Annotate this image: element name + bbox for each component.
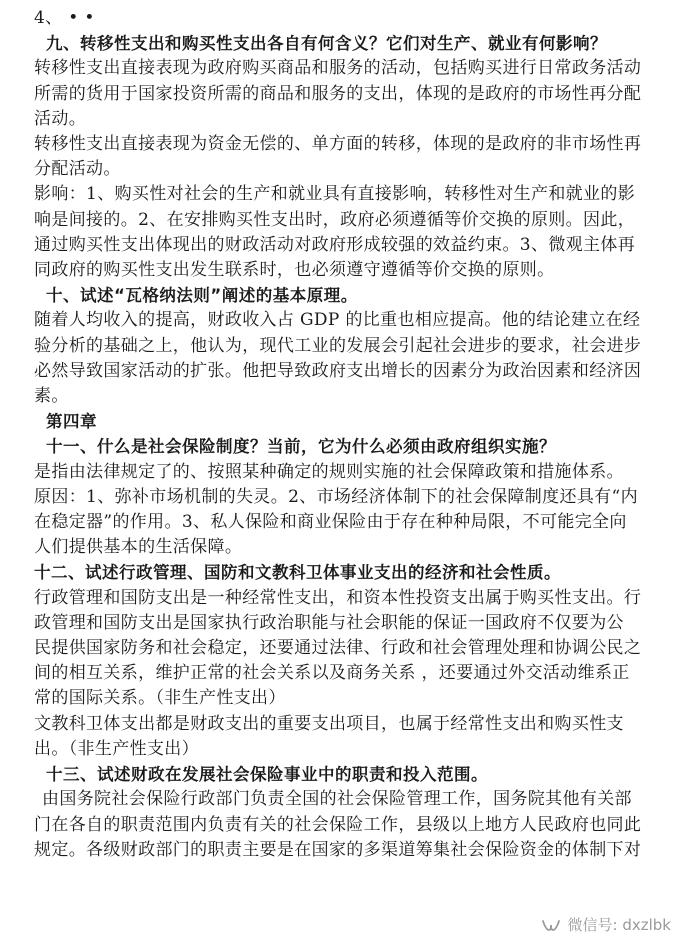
paragraph-line: 验分析的基础之上，他认为，现代工业的发展会引起社会进步的要求，社会进步 [34,335,642,356]
paragraph-line: 所需的货用于国家投资所需的商品和服务的支出，体现的是政府的市场性再分配 [34,83,642,104]
paragraph-line: 常的国际关系。（非生产性支出） [34,688,286,709]
paragraph-line: 原因：1、弥补市场机制的失灵。2、市场经济体制下的社会保障制度还具有“内 [34,486,638,507]
paragraph-line: 素。 [34,386,69,407]
paragraph-line: 同政府的购买性支出发生联系时，也必须遵守遵循等价交换的原则。 [34,260,555,281]
paragraph-line: 响是间接的。2、在安排购买性支出时，政府必须遵循等价交换的原则。因此， [34,209,636,230]
paragraph-line: 转移性支出直接表现为政府购买商品和服务的活动，包括购买进行日常政务活动 [34,58,642,79]
paragraph-line: 文教科卫体支出都是财政支出的重要支出项目，也属于经常性支出和购买性支 [34,713,624,734]
section-heading: 九、转移性支出和购买性支出各自有何含义？它们对生产、就业有何影响？ [46,34,607,54]
section-heading: 十一、什么是社会保险制度？当前，它为什么必须由政府组织实施？ [46,437,556,457]
watermark-text: 微信号: dxzlbk [567,916,671,934]
section-heading: 十、试述“瓦格纳法则”阐述的基本原理。 [46,286,358,306]
wechat-channel-icon [540,916,562,934]
section-heading: 十三、试述财政在发展社会保险事业中的职责和投入范围。 [46,765,488,785]
watermark [540,914,671,935]
paragraph-line: 4、 • • [34,8,95,28]
paragraph-line: 间的相互关系，维护正常的社会关系以及商务关系 ，还要通过外交活动维系正 [34,663,630,684]
paragraph-line: 行政管理和国防支出是一种经常性支出，和资本性投资支出属于购买性支出。行 [34,587,642,608]
paragraph-line: 是指由法律规定了的、按照某种确定的规则实施的社会保障政策和措施体系。 [34,461,624,482]
paragraph-line: 转移性支出直接表现为资金无偿的、单方面的转移，体现的是政府的非市场性再 [34,134,642,155]
section-heading: 第四章 [46,412,97,432]
paragraph-line: 分配活动。 [34,159,121,180]
paragraph-line: 通过购买性支出体现出的财政活动对政府形成较强的效益约束。3、微观主体再 [34,234,636,255]
document-body [34,6,655,863]
paragraph-line: 门在各自的职责范围内负责有关的社会保险工作，县级以上地方人民政府也同此 [34,814,642,835]
paragraph-line: 规定。各级财政部门的职责主要是在国家的多渠道筹集社会保险资金的体制下对 [34,839,642,860]
paragraph-line: 随着人均收入的提高，财政收入占 GDP 的比重也相应提高。他的结论建立在经 [34,310,641,331]
paragraph-line: 民提供国家防务和社会稳定，还要通过法律、行政和社会管理处理和协调公民之 [34,638,642,659]
paragraph-line: 人们提供基本的生活保障。 [34,537,243,558]
paragraph-line: 政管理和国防支出是国家执行政治职能与社会职能的保证一国政府不仅要为公 [34,612,624,633]
section-heading: 十二、试述行政管理、国防和文教科卫体事业支出的经济和社会性质。 [34,563,561,583]
paragraph-line: 由国务院社会保险行政部门负责全国的社会保险管理工作，国务院其他有关部 [42,789,632,810]
paragraph-line: 出。（非生产性支出） [34,738,199,759]
paragraph-line: 在稳定器”的作用。3、私人保险和商业保险由于存在种种局限，不可能完全向 [34,512,627,533]
paragraph-line: 必然导致国家活动的扩张。他把导致政府支出增长的因素分为政治因素和经济因 [34,360,642,381]
paragraph-line: 影响：1、购买性对社会的生产和就业具有直接影响，转移性对生产和就业的影 [34,184,636,205]
paragraph-line: 活动。 [34,108,87,129]
